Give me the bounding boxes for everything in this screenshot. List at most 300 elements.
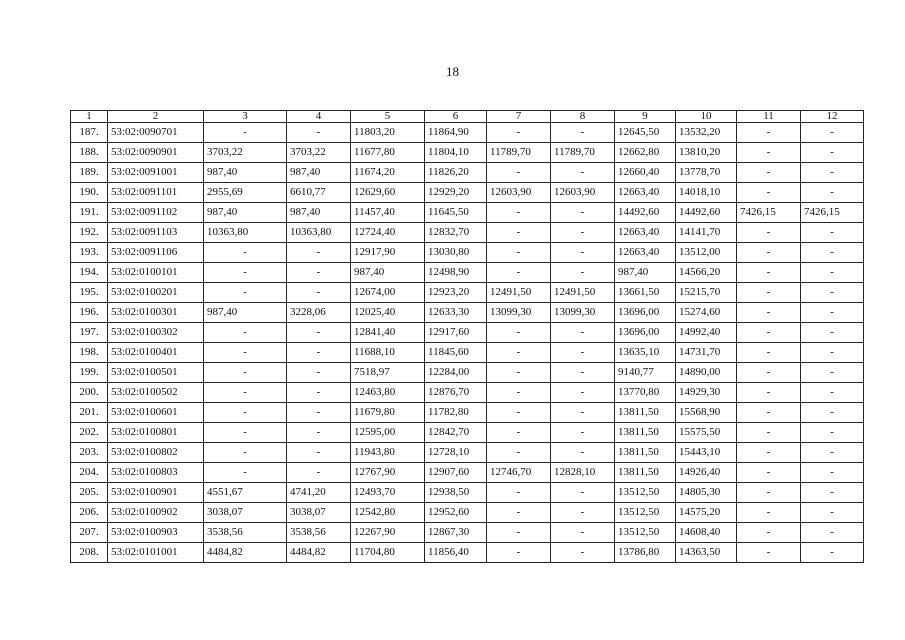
value-cell: - [801,123,864,143]
table-row [71,343,864,363]
row-number-cell: 200. [71,383,108,403]
column-header: 11 [737,111,801,123]
value-cell: - [287,423,351,443]
value-cell: 11804,10 [425,143,487,163]
value-cell: - [801,483,864,503]
value-cell: 13770,80 [615,383,676,403]
row-number-cell: 192. [71,223,108,243]
value-cell: - [287,403,351,423]
value-cell: - [551,263,615,283]
table-row [71,363,864,383]
value-cell: 13810,20 [676,143,737,163]
value-cell: 12633,30 [425,303,487,323]
value-cell: - [801,503,864,523]
page-number: 18 [446,64,459,79]
value-cell: 12724,40 [351,223,425,243]
value-cell: 13099,30 [487,303,551,323]
value-cell: 13811,50 [615,403,676,423]
value-cell: 11674,20 [351,163,425,183]
value-cell: - [737,303,801,323]
value-cell: 13696,00 [615,323,676,343]
value-cell: - [551,243,615,263]
value-cell: 12917,60 [425,323,487,343]
value-cell: - [204,343,287,363]
value-cell: - [801,283,864,303]
value-cell: - [204,323,287,343]
value-cell: 7518,97 [351,363,425,383]
value-cell: 10363,80 [204,223,287,243]
cadastral-number-cell: 53:02:0100601 [108,403,204,423]
cadastral-number-cell: 53:02:0100801 [108,423,204,443]
value-cell: 11688,10 [351,343,425,363]
table-row [71,203,864,223]
cadastral-number-cell: 53:02:0100301 [108,303,204,323]
value-cell: 12867,30 [425,523,487,543]
cadastral-number-cell: 53:02:0100802 [108,443,204,463]
value-cell: - [204,383,287,403]
value-cell: 6610,77 [287,183,351,203]
value-cell: 11645,50 [425,203,487,223]
value-cell: 14492,60 [615,203,676,223]
value-cell: 11826,20 [425,163,487,183]
value-cell: - [487,263,551,283]
cadastral-number-cell: 53:02:0090901 [108,143,204,163]
value-cell: 14926,40 [676,463,737,483]
table-row [71,303,864,323]
table-row [71,523,864,543]
row-number-cell: 197. [71,323,108,343]
value-cell: 3703,22 [204,143,287,163]
value-cell: - [204,263,287,283]
row-number-cell: 203. [71,443,108,463]
value-cell: 10363,80 [287,223,351,243]
table-row [71,503,864,523]
value-cell: 7426,15 [737,203,801,223]
value-cell: - [551,383,615,403]
value-cell: 11943,80 [351,443,425,463]
value-cell: 4741,20 [287,483,351,503]
value-cell: 11864,90 [425,123,487,143]
value-cell: - [551,423,615,443]
value-cell: - [801,323,864,343]
value-cell: 15215,70 [676,283,737,303]
value-cell: 12767,90 [351,463,425,483]
value-cell: 11789,70 [487,143,551,163]
value-cell: 987,40 [615,263,676,283]
value-cell: 11789,70 [551,143,615,163]
value-cell: 12284,00 [425,363,487,383]
value-cell: - [737,543,801,563]
value-cell: - [801,383,864,403]
value-cell: - [737,263,801,283]
value-cell: - [287,123,351,143]
column-header: 8 [551,111,615,123]
value-cell: - [737,443,801,463]
value-cell: - [801,303,864,323]
value-cell: 11457,40 [351,203,425,223]
value-cell: 12493,70 [351,483,425,503]
cadastral-number-cell: 53:02:0091001 [108,163,204,183]
value-cell: - [737,143,801,163]
value-cell: - [737,163,801,183]
value-cell: - [287,323,351,343]
value-cell: - [487,363,551,383]
table-row [71,323,864,343]
cadastral-number-cell: 53:02:0091103 [108,223,204,243]
value-cell: 13512,50 [615,523,676,543]
cadastral-number-cell: 53:02:0100501 [108,363,204,383]
value-cell: 2955,69 [204,183,287,203]
table-row [71,243,864,263]
value-cell: 11782,80 [425,403,487,423]
value-cell: - [551,203,615,223]
value-cell: - [801,523,864,543]
column-header: 3 [204,111,287,123]
value-cell: - [801,263,864,283]
value-cell: - [551,123,615,143]
value-cell: 3538,56 [204,523,287,543]
value-cell: 12603,90 [551,183,615,203]
value-cell: - [204,363,287,383]
value-cell: 14608,40 [676,523,737,543]
value-cell: 7426,15 [801,203,864,223]
value-cell: 12952,60 [425,503,487,523]
value-cell: - [551,543,615,563]
value-cell: 3038,07 [287,503,351,523]
value-cell: - [737,283,801,303]
value-cell: 12629,60 [351,183,425,203]
value-cell: 12660,40 [615,163,676,183]
table-row [71,423,864,443]
table-row [71,543,864,563]
value-cell: 11803,20 [351,123,425,143]
cadastral-number-cell: 53:02:0100101 [108,263,204,283]
value-cell: 12662,80 [615,143,676,163]
cadastral-number-cell: 53:02:0100401 [108,343,204,363]
value-cell: 9140,77 [615,363,676,383]
value-cell: 14805,30 [676,483,737,503]
value-cell: 12663,40 [615,223,676,243]
value-cell: 12025,40 [351,303,425,323]
value-cell: 13512,50 [615,483,676,503]
value-cell: - [737,483,801,503]
value-cell: 14018,10 [676,183,737,203]
cadastral-number-cell: 53:02:0100201 [108,283,204,303]
value-cell: 12842,70 [425,423,487,443]
value-cell: - [204,243,287,263]
value-cell: 13661,50 [615,283,676,303]
value-cell: - [737,523,801,543]
value-cell: 13099,30 [551,303,615,323]
value-cell: - [551,523,615,543]
cadastral-number-cell: 53:02:0090701 [108,123,204,143]
value-cell: - [737,123,801,143]
row-number-cell: 202. [71,423,108,443]
value-cell: - [487,223,551,243]
column-header: 10 [676,111,737,123]
value-cell: 12841,40 [351,323,425,343]
table-row [71,283,864,303]
value-cell: - [487,543,551,563]
value-cell: - [801,223,864,243]
cadastral-number-cell: 53:02:0091106 [108,243,204,263]
value-cell: 14890,00 [676,363,737,383]
table-body [71,123,864,563]
value-cell: - [287,283,351,303]
table-row [71,383,864,403]
cadastral-number-cell: 53:02:0100903 [108,523,204,543]
value-cell: 3538,56 [287,523,351,543]
value-cell: 12923,20 [425,283,487,303]
value-cell: 15575,50 [676,423,737,443]
value-cell: - [737,343,801,363]
value-cell: 12876,70 [425,383,487,403]
value-cell: - [737,183,801,203]
value-cell: - [287,463,351,483]
row-number-cell: 194. [71,263,108,283]
row-number-cell: 201. [71,403,108,423]
value-cell: - [551,363,615,383]
value-cell: - [737,423,801,443]
value-cell: - [551,223,615,243]
value-cell: - [287,343,351,363]
value-cell: - [801,423,864,443]
value-cell: 15568,90 [676,403,737,423]
value-cell: 13512,00 [676,243,737,263]
value-cell: - [801,463,864,483]
value-cell: 14566,20 [676,263,737,283]
row-number-cell: 189. [71,163,108,183]
value-cell: 13635,10 [615,343,676,363]
value-cell: - [287,383,351,403]
row-number-cell: 190. [71,183,108,203]
value-cell: 987,40 [204,163,287,183]
cadastral-number-cell: 53:02:0100502 [108,383,204,403]
row-number-cell: 207. [71,523,108,543]
value-cell: - [487,523,551,543]
column-header: 7 [487,111,551,123]
value-cell: - [801,403,864,423]
cadastral-number-cell: 53:02:0101001 [108,543,204,563]
table-row [71,123,864,143]
value-cell: - [737,323,801,343]
value-cell: 12832,70 [425,223,487,243]
value-cell: 12267,90 [351,523,425,543]
table-row [71,223,864,243]
value-cell: 14363,50 [676,543,737,563]
value-cell: - [487,123,551,143]
value-cell: - [551,503,615,523]
value-cell: 987,40 [351,263,425,283]
value-cell: - [551,483,615,503]
value-cell: 987,40 [204,303,287,323]
value-cell: - [487,163,551,183]
value-cell: 15274,60 [676,303,737,323]
value-cell: - [737,223,801,243]
row-number-cell: 204. [71,463,108,483]
cadastral-number-cell: 53:02:0100803 [108,463,204,483]
data-table [70,110,864,563]
value-cell: 12929,20 [425,183,487,203]
value-cell: 11679,80 [351,403,425,423]
value-cell: 12463,80 [351,383,425,403]
row-number-cell: 205. [71,483,108,503]
value-cell: 4484,82 [204,543,287,563]
cadastral-number-cell: 53:02:0100902 [108,503,204,523]
value-cell: - [801,343,864,363]
table-header [71,111,864,123]
value-cell: - [551,403,615,423]
value-cell: 12491,50 [487,283,551,303]
value-cell: 987,40 [287,203,351,223]
row-number-cell: 198. [71,343,108,363]
value-cell: - [487,343,551,363]
table-row [71,143,864,163]
row-number-cell: 193. [71,243,108,263]
row-number-cell: 195. [71,283,108,303]
column-header: 6 [425,111,487,123]
value-cell: 12595,00 [351,423,425,443]
value-cell: - [801,243,864,263]
value-cell: 12674,00 [351,283,425,303]
value-cell: - [487,383,551,403]
value-cell: - [737,363,801,383]
value-cell: - [487,443,551,463]
column-header: 12 [801,111,864,123]
value-cell: 3228,06 [287,303,351,323]
value-cell: 11704,80 [351,543,425,563]
row-number-cell: 199. [71,363,108,383]
value-cell: - [204,283,287,303]
value-cell: 12645,50 [615,123,676,143]
value-cell: 14929,30 [676,383,737,403]
value-cell: 15443,10 [676,443,737,463]
value-cell: - [551,163,615,183]
value-cell: 12907,60 [425,463,487,483]
value-cell: 14492,60 [676,203,737,223]
value-cell: - [737,383,801,403]
value-cell: - [801,183,864,203]
value-cell: - [287,443,351,463]
column-header: 9 [615,111,676,123]
row-number-cell: 187. [71,123,108,143]
row-number-cell: 188. [71,143,108,163]
value-cell: 4551,67 [204,483,287,503]
value-cell: - [487,323,551,343]
value-cell: 13030,80 [425,243,487,263]
cadastral-number-cell: 53:02:0100302 [108,323,204,343]
value-cell: 13811,50 [615,443,676,463]
value-cell: - [204,443,287,463]
value-cell: - [287,363,351,383]
table-row [71,263,864,283]
row-number-cell: 196. [71,303,108,323]
value-cell: 4484,82 [287,543,351,563]
column-header: 5 [351,111,425,123]
value-cell: - [204,403,287,423]
value-cell: - [487,243,551,263]
cadastral-number-cell: 53:02:0091101 [108,183,204,203]
value-cell: - [204,463,287,483]
value-cell: 14731,70 [676,343,737,363]
value-cell: - [801,363,864,383]
row-number-cell: 191. [71,203,108,223]
value-cell: 12746,70 [487,463,551,483]
value-cell: 11856,40 [425,543,487,563]
value-cell: - [487,403,551,423]
value-cell: - [737,503,801,523]
cadastral-number-cell: 53:02:0091102 [108,203,204,223]
value-cell: - [287,263,351,283]
value-cell: - [287,243,351,263]
value-cell: - [737,403,801,423]
value-cell: 12603,90 [487,183,551,203]
table-row [71,163,864,183]
value-cell: 13811,50 [615,463,676,483]
table-row [71,483,864,503]
row-number-cell: 208. [71,543,108,563]
value-cell: - [551,343,615,363]
value-cell: - [204,423,287,443]
value-cell: - [487,423,551,443]
column-header: 4 [287,111,351,123]
value-cell: - [801,163,864,183]
table-row [71,463,864,483]
value-cell: 11677,80 [351,143,425,163]
value-cell: 3038,07 [204,503,287,523]
value-cell: 14141,70 [676,223,737,243]
value-cell: - [801,443,864,463]
value-cell: 12663,40 [615,183,676,203]
value-cell: 987,40 [287,163,351,183]
value-cell: 3703,22 [287,143,351,163]
header-row [71,111,864,123]
value-cell: 12828,10 [551,463,615,483]
value-cell: 987,40 [204,203,287,223]
value-cell: 12498,90 [425,263,487,283]
value-cell: - [204,123,287,143]
value-cell: 12938,50 [425,483,487,503]
column-header: 2 [108,111,204,123]
value-cell: 13786,80 [615,543,676,563]
value-cell: - [487,503,551,523]
value-cell: 12542,80 [351,503,425,523]
value-cell: 12663,40 [615,243,676,263]
value-cell: 13512,50 [615,503,676,523]
value-cell: 11845,60 [425,343,487,363]
table-row [71,183,864,203]
table-row [71,443,864,463]
value-cell: 12491,50 [551,283,615,303]
value-cell: - [801,143,864,163]
cadastral-number-cell: 53:02:0100901 [108,483,204,503]
value-cell: - [487,483,551,503]
value-cell: 13532,20 [676,123,737,143]
value-cell: 13778,70 [676,163,737,183]
value-cell: - [801,543,864,563]
value-cell: - [551,323,615,343]
table-row [71,403,864,423]
row-number-cell: 206. [71,503,108,523]
value-cell: - [487,203,551,223]
value-cell: 14992,40 [676,323,737,343]
value-cell: 12728,10 [425,443,487,463]
value-cell: 12917,90 [351,243,425,263]
value-cell: - [737,463,801,483]
column-header: 1 [71,111,108,123]
value-cell: 13811,50 [615,423,676,443]
value-cell: 13696,00 [615,303,676,323]
